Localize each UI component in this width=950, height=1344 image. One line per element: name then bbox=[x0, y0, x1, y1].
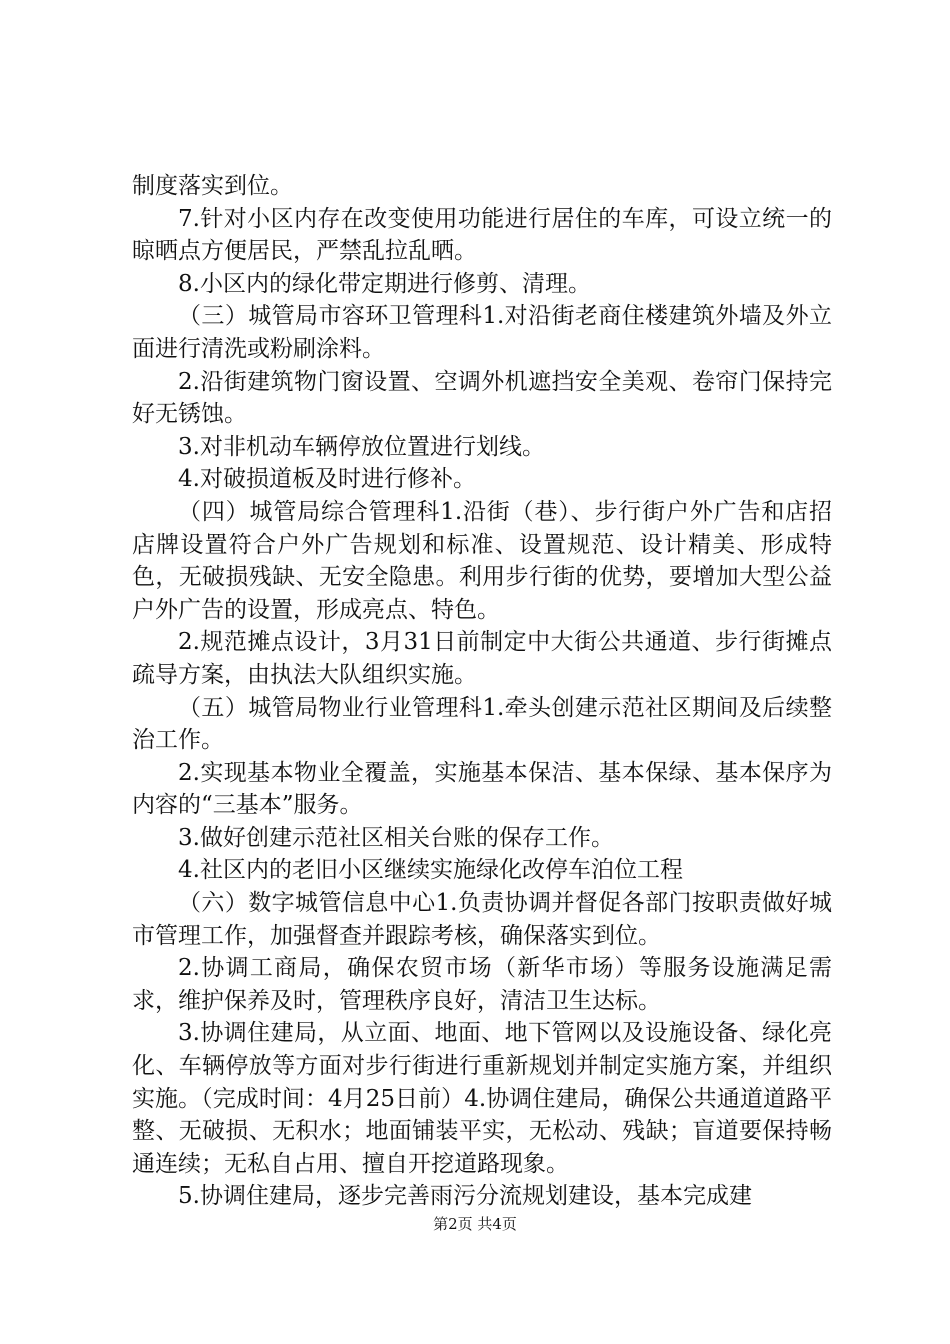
page-footer bbox=[0, 1214, 950, 1234]
document-body bbox=[132, 170, 832, 1213]
paragraph-section-6-item-2: 2.协调工商局，确保农贸市场（新华市场）等服务设施满足需求，维护保养及时，管理秩序良好，清洁卫生达标。 bbox=[132, 955, 832, 1014]
paragraph-section-5-item-4: 4.社区内的老旧小区继续实施绿化改停车泊位工程 bbox=[178, 857, 683, 884]
paragraph-section-6-item-5: 5.协调住建局，逐步完善雨污分流规划建设，基本完成建 bbox=[178, 1183, 752, 1210]
paragraph-section-4-item-2: 2.规范摊点设计，3月31日前制定中大街公共通道、步行街摊点疏导方案，由执法大队组织实施。 bbox=[132, 629, 832, 688]
paragraph-section-3-item-2: 2.沿街建筑物门窗设置、空调外机遮挡安全美观、卷帘门保持完好无锈蚀。 bbox=[132, 368, 832, 428]
paragraph-section-5: （五）城管局物业行业管理科1.牵头创建示范社区期间及后续整治工作。 bbox=[132, 694, 832, 754]
paragraph-section-4: （四）城管局综合管理科1.沿街（巷）、步行街户外广告和店招店牌设置符合户外广告规划和标准、设置规范、设计精美、形成特色，无破损残缺、无安全隐患。利用步行街的优势，要增加大型公益户外广告的设置，形成亮点、特色。 bbox=[132, 498, 832, 623]
paragraph-section-6-item-3: 3.协调住建局，从立面、地面、地下管网以及设施设备、绿化亮化、车辆停放等方面对步行街进行重新规划并制定实施方案，并组织实施。（完成时间：4月25日前）4.协调住建局，确保公共通道道路平整、无破损、无积水；地面铺装平实，无松动、残缺；盲道要保持畅通连续；无私自占用、擅自开挖道路现象。 bbox=[132, 1020, 832, 1177]
page-number: 第2页 共4页 bbox=[433, 1215, 517, 1233]
paragraph-section-5-item-3: 3.做好创建示范社区相关台账的保存工作。 bbox=[178, 824, 614, 851]
paragraph-section-3-item-3: 3.对非机动车辆停放位置进行划线。 bbox=[178, 433, 545, 460]
paragraph-item-8: 8.小区内的绿化带定期进行修剪、清理。 bbox=[178, 270, 591, 297]
paragraph-section-6: （六）数字城管信息中心1.负责协调并督促各部门按职责做好城市管理工作，加强督查并跟踪考核，确保落实到位。 bbox=[132, 890, 832, 949]
paragraph-section-3-item-4: 4.对破损道板及时进行修补。 bbox=[178, 466, 476, 493]
paragraph-item-7: 7.针对小区内存在改变使用功能进行居住的车库，可设立统一的晾晒点方便居民，严禁乱拉乱晒。 bbox=[132, 205, 832, 265]
paragraph-section-5-item-2: 2.实现基本物业全覆盖，实施基本保洁、基本保绿、基本保序为内容的“三基本”服务。 bbox=[132, 759, 832, 819]
paragraph-continuation: 制度落实到位。 bbox=[132, 173, 293, 199]
paragraph-section-3: （三）城管局市容环卫管理科1.对沿街老商住楼建筑外墙及外立面进行清洗或粉刷涂料。 bbox=[132, 303, 832, 362]
